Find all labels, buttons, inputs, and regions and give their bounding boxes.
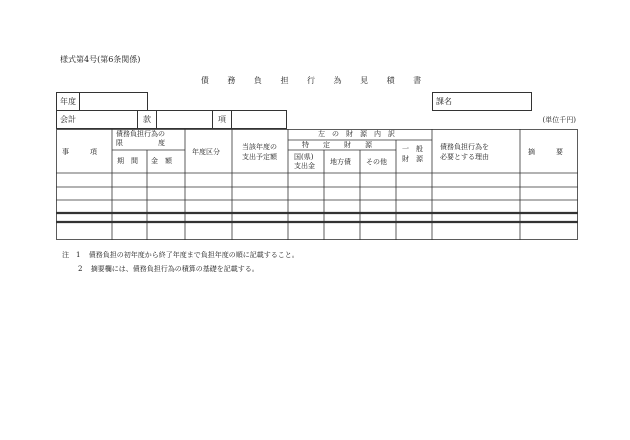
kan-box bbox=[137, 110, 157, 129]
account-label: 会計 bbox=[60, 115, 76, 124]
col-header-local-bond: 地方債 bbox=[330, 158, 351, 166]
col-header-expected-line1: 当該年度の bbox=[242, 143, 277, 151]
account-box bbox=[56, 110, 138, 129]
kou-input[interactable] bbox=[231, 110, 287, 129]
kou-label: 項 bbox=[218, 115, 226, 124]
form-number: 様式第4号(第6条関係) bbox=[60, 55, 141, 64]
kan-label: 款 bbox=[143, 115, 151, 124]
note-2-text: 摘要欄には、債務負担行為の積算の基礎を記載する。 bbox=[90, 265, 259, 273]
col-header-other: その他 bbox=[366, 158, 387, 166]
year-input[interactable] bbox=[79, 92, 149, 111]
section-name-box bbox=[432, 92, 532, 111]
col-header-general-line2: 財 源 bbox=[402, 155, 423, 163]
note-1-text: 債務負担の初年度から終了年度まで負担年度の順に記載すること。 bbox=[88, 251, 299, 259]
note-1 bbox=[62, 251, 299, 259]
year-label: 年度 bbox=[60, 97, 76, 106]
estimate-table bbox=[56, 129, 578, 241]
note-2-number: 2 bbox=[78, 265, 83, 273]
col-header-reason-line1: 債務負担行為を bbox=[440, 143, 489, 151]
col-header-limit-line2: 限 度 bbox=[116, 139, 165, 147]
section-name-label: 課名 bbox=[436, 97, 452, 106]
unit-label: (単位千円) bbox=[542, 116, 576, 124]
kan-input[interactable] bbox=[156, 110, 213, 129]
col-header-funding: 左 の 財 源 内 訳 bbox=[318, 130, 395, 138]
note-1-number: 注 1 bbox=[62, 251, 81, 259]
document-title: 債 務 負 担 行 為 見 積 書 bbox=[200, 76, 430, 85]
col-header-summary: 摘 要 bbox=[528, 148, 563, 156]
col-header-limit-line1: 債務負担行為の bbox=[116, 130, 165, 138]
col-header-reason-line2: 必要とする理由 bbox=[440, 153, 489, 161]
col-header-national-line2: 支出金 bbox=[294, 162, 315, 170]
note-2 bbox=[78, 265, 259, 273]
col-header-amount: 金 額 bbox=[151, 157, 172, 165]
col-header-general-line1: 一 般 bbox=[402, 145, 423, 153]
col-header-item: 事 項 bbox=[62, 148, 97, 156]
kou-box bbox=[212, 110, 232, 129]
col-header-expected-line2: 支出予定額 bbox=[242, 153, 277, 161]
col-header-period: 期 間 bbox=[117, 157, 138, 165]
year-box bbox=[56, 92, 148, 111]
col-header-year-division: 年度区分 bbox=[192, 148, 220, 156]
col-header-specific: 特 定 財 源 bbox=[302, 141, 372, 149]
col-header-national-line1: 国(県) bbox=[294, 153, 314, 161]
